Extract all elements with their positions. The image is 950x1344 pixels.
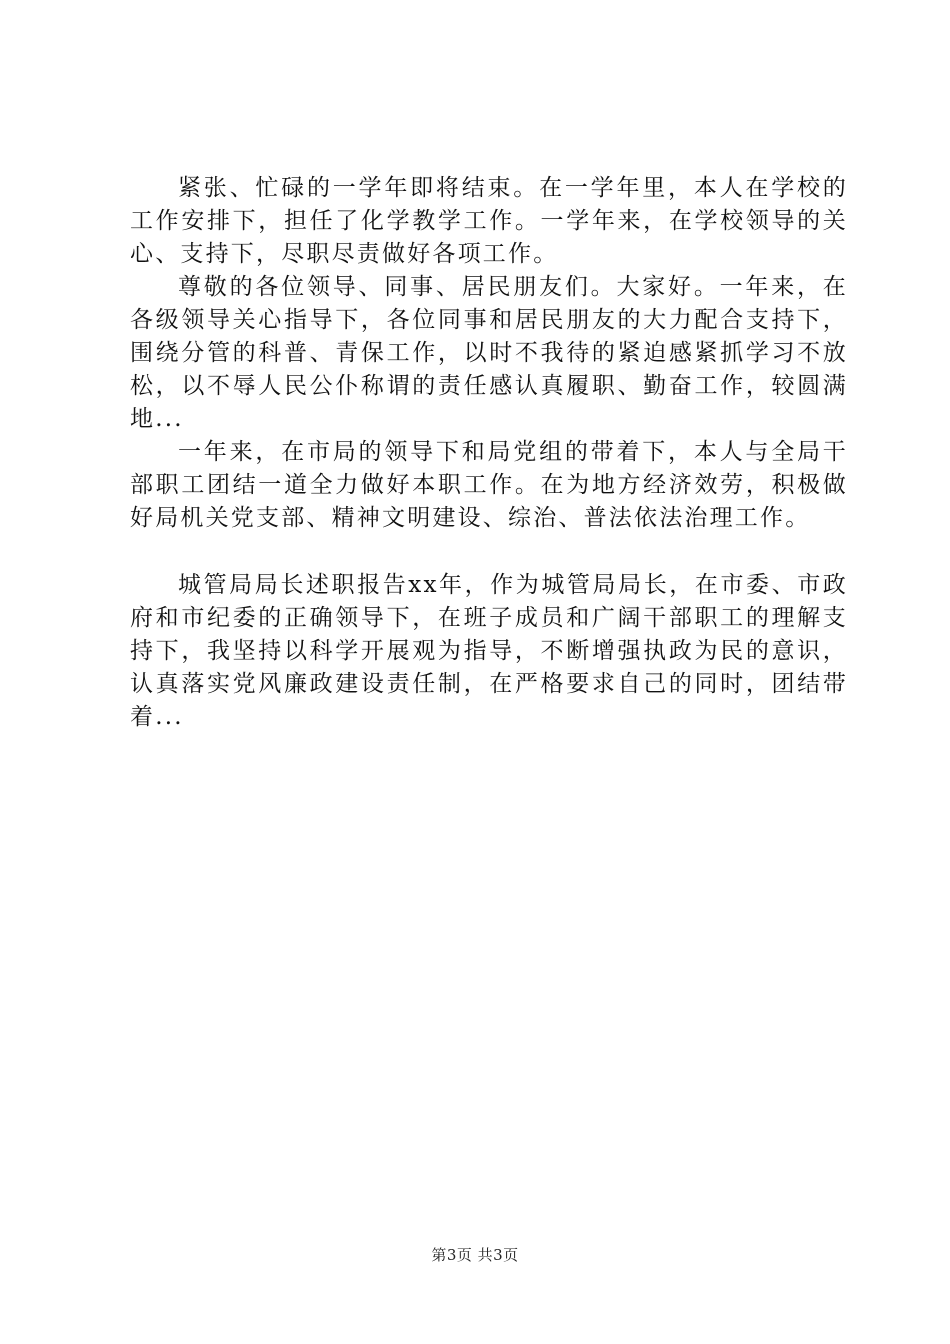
document-body [130, 172, 848, 734]
paragraph-4: 城管局局长述职报告xx年，作为城管局局长，在市委、市政府和市纪委的正确领导下，在班子成员和广阔干部职工的理解支持下，我坚持以科学开展观为指导，不断增强执政为民的意识，认真落实党风廉政建设责任制，在严格要求自己的同时，团结带着... [130, 572, 848, 730]
paragraph-3: 一年来，在市局的领导下和局党组的带着下，本人与全局干部职工团结一道全力做好本职工作。在为地方经济效劳，积极做好局机关党支部、精神文明建设、综治、普法依法治理工作。 [130, 439, 848, 531]
page-footer: 第3页 共3页 [431, 1246, 519, 1264]
paragraph-2: 尊敬的各位领导、同事、居民朋友们。大家好。一年来，在各级领导关心指导下，各位同事和居民朋友的大力配合支持下，围绕分管的科普、青保工作，以时不我待的紧迫感紧抓学习不放松，以不辱人民公仆称谓的责任感认真履职、勤奋工作，较圆满地... [130, 274, 848, 432]
paragraph-1: 紧张、忙碌的一学年即将结束。在一学年里，本人在学校的工作安排下，担任了化学教学工作。一学年来，在学校领导的关心、支持下，尽职尽责做好各项工作。 [130, 175, 848, 267]
